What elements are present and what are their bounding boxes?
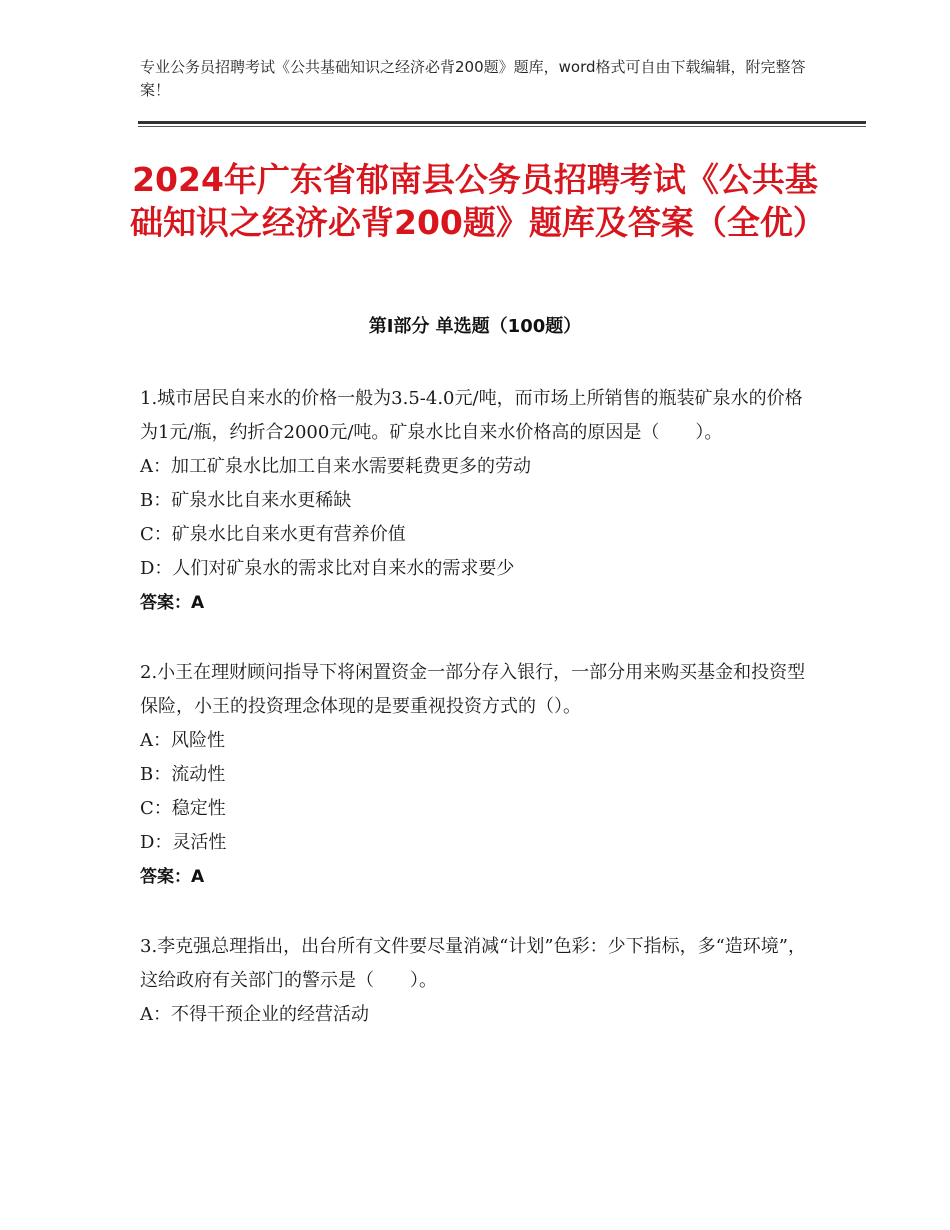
- question-3: [140, 930, 810, 1032]
- answer-label: 答案：A: [140, 867, 205, 887]
- section-heading: 第Ⅰ部分 单选题（100题）: [368, 316, 582, 337]
- question-text: 3.李克强总理指出，出台所有文件要尽量消减“计划”色彩：少下指标，多“造环境”，这给政府有关部门的警示是（ ）。: [140, 936, 806, 991]
- question-text: 1.城市居民自来水的价格一般为3.5-4.0元/吨，而市场上所销售的瓶装矿泉水的价格为1元/瓶，约折合2000元/吨。矿泉水比自来水价格高的原因是（ ）。: [140, 388, 803, 443]
- question-list: [140, 382, 810, 1068]
- question-text: 2.小王在理财顾问指导下将闲置资金一部分存入银行，一部分用来购买基金和投资型保险，小王的投资理念体现的是要重视投资方式的（）。: [140, 662, 806, 717]
- answer-label: 答案：A: [140, 593, 205, 613]
- option-b: B：矿泉水比自来水更稀缺: [140, 490, 352, 511]
- option-c: C：稳定性: [140, 798, 226, 819]
- option-a: A：加工矿泉水比加工自来水需要耗费更多的劳动: [140, 456, 531, 477]
- option-d: D：人们对矿泉水的需求比对自来水的需求要少: [140, 558, 515, 579]
- header-divider-thin: [138, 126, 866, 127]
- option-c: C：矿泉水比自来水更有营养价值: [140, 524, 406, 545]
- option-a: A：不得干预企业的经营活动: [140, 1004, 369, 1025]
- question-1: [140, 382, 810, 620]
- header-divider-thick: [138, 121, 866, 124]
- option-d: D：灵活性: [140, 832, 227, 853]
- option-a: A：风险性: [140, 730, 225, 751]
- question-2: [140, 656, 810, 894]
- option-b: B：流动性: [140, 764, 226, 785]
- document-title: 2024年广东省郁南县公务员招聘考试《公共基础知识之经济必背200题》题库及答案（全优）: [130, 160, 826, 242]
- header-note: 专业公务员招聘考试《公共基础知识之经济必背200题》题库，word格式可自由下载编辑，附完整答案！: [140, 58, 806, 99]
